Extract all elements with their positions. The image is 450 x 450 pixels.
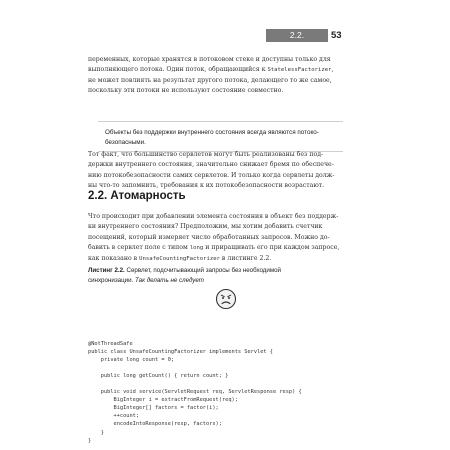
- paragraph-line: держки внутреннего состояния, значительно снижает бремя по обеспече-: [88, 161, 334, 169]
- note-line: Объекты без поддержки внутреннего состояния всегда являются потоко-: [105, 129, 319, 136]
- text-span: и приращивать его при каждом запросе,: [203, 244, 340, 252]
- note-box: [105, 128, 340, 148]
- listing-caption: [88, 266, 343, 285]
- code-span: UnsafeCountingFactorizer: [139, 255, 220, 262]
- text-span: бавить в сервлет поле с типом: [88, 244, 190, 252]
- code-line: }: [88, 429, 104, 436]
- paragraph-line: переменных, которые хранятся в потоковом стеке и доступны только для: [88, 56, 331, 63]
- running-head-title: 2.2. Атомарность: [271, 30, 323, 53]
- code-line: encodeIntoResponse(resp, factors);: [88, 421, 222, 428]
- code-listing: [88, 340, 348, 445]
- text-span: выполняющего потока. Один поток, обращающийся к: [88, 66, 268, 74]
- paragraph-line: Тот факт, что большинство сервлетов могут быть реализованы без под-: [88, 151, 324, 158]
- code-span: long: [189, 245, 204, 252]
- paragraph-line: [88, 254, 343, 264]
- paragraph-line: [88, 243, 343, 253]
- sad-face-icon: [215, 288, 237, 310]
- note-line: безопасными.: [105, 139, 146, 146]
- listing-caption-text: синхронизации.: [88, 276, 135, 284]
- paragraph-line: Что происходит при добавлении элемента состояния в объект без поддерж-: [88, 213, 339, 220]
- paragraph-line: [88, 65, 343, 75]
- listing-label: Листинг 2.2.: [88, 267, 125, 274]
- paragraph-line: ны что-то запомнить, требования к их потокобезопасности возрастают.: [88, 182, 325, 190]
- code-line: public class UnsafeCountingFactorizer implements Servlet {: [88, 349, 273, 356]
- paragraph-line: поскольку эти потоки не используют состояние совместно.: [88, 87, 284, 95]
- paragraph-servlets: [88, 150, 343, 192]
- text-span: в листинге 2.2.: [219, 254, 272, 262]
- code-line: BigInteger i = extractFromRequest(req);: [88, 397, 238, 404]
- code-line: }: [88, 437, 92, 444]
- note-top-rule: [98, 121, 343, 122]
- paragraph-line: нию потокобезопасности самих сервлетов. И только когда сервлеты долж-: [88, 171, 335, 179]
- code-line: @NotThreadSafe: [88, 341, 133, 347]
- listing-caption-text: Сервлет, подсчитывающий запросы без необходимой: [124, 267, 281, 274]
- code-line: public long getCount() { return count; }: [88, 373, 229, 380]
- paragraph-stateless: [88, 55, 343, 97]
- text-span: как показано в: [88, 254, 140, 262]
- code-line: [88, 380, 348, 388]
- paragraph-line: не может повлиять на результат другого потока, делающего то же самое,: [88, 76, 332, 84]
- paragraph-line: ки внутреннего состояния? Предположим, мы хотим добавить счетчик: [88, 223, 323, 231]
- code-span: StatelessFactorizer: [267, 67, 332, 74]
- paragraph-line: посещений, который измеряет число обработанных запросов. Можно до-: [88, 233, 330, 241]
- page-number: 53: [331, 30, 342, 41]
- text-span: ,: [331, 66, 334, 74]
- code-line: ++count;: [88, 413, 140, 420]
- code-line: public void service(ServletRequest req, ServletResponse resp) {: [88, 389, 302, 396]
- paragraph-atomicity: [88, 212, 343, 264]
- listing-caption-line: [88, 276, 343, 286]
- section-heading: 2.2. Атомарность: [88, 190, 186, 202]
- code-line: private long count = 0;: [88, 357, 175, 364]
- running-head: [0, 29, 450, 53]
- code-line: BigInteger[] factors = factor(i);: [88, 405, 219, 412]
- listing-warning-text: Так делать не следует: [135, 276, 204, 284]
- code-line: [88, 364, 348, 372]
- listing-caption-line: [88, 266, 343, 276]
